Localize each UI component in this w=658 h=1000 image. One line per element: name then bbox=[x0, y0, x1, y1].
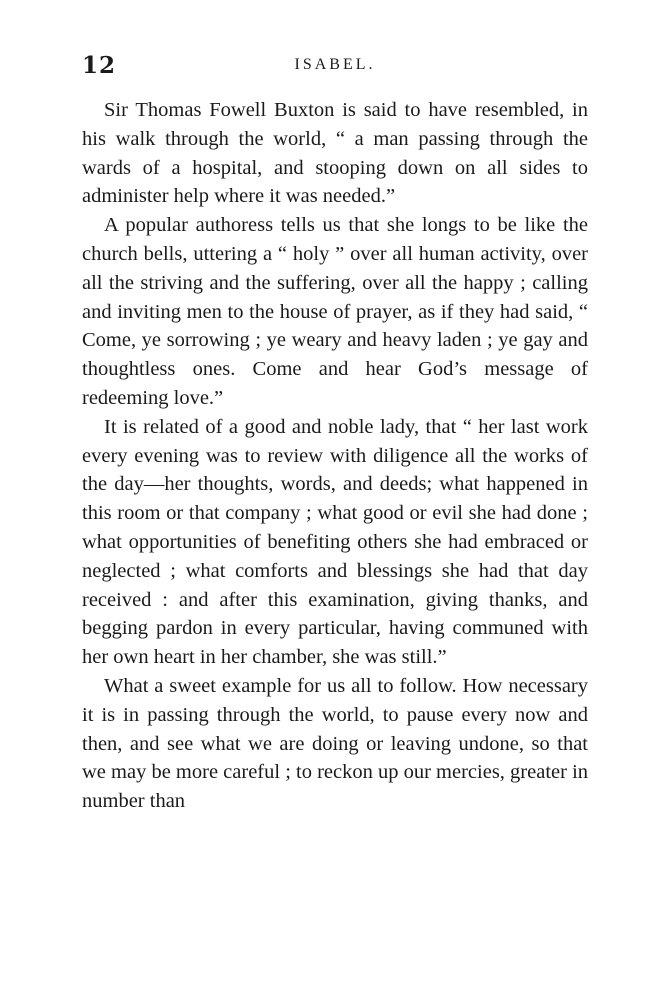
page-number: 12 bbox=[82, 52, 117, 79]
page-header bbox=[82, 52, 588, 90]
paragraph-sweet-example: What a sweet example for us all to follow. How necessary it is in passing through the world, to pause every now and then, and see what we are doing or leaving undone, so that we may be more careful ; to reckon up our mercies, greater in number than bbox=[82, 674, 589, 813]
paragraph-church-bells: A popular authoress tells us that she longs to be like the church bells, uttering a “ holy ” over all human activity, over all the striving and the suffering, over all the happy ; calling and inviting men to the house of prayer, as if they had said, “ Come, ye sorrowing ; ye weary and heavy laden ; ye gay and thoughtless ones. Come and hear God’s message of redeeming love.” bbox=[82, 214, 588, 409]
paragraph-buxton: Sir Thomas Fowell Buxton is said to have resembled, in his walk through the world, “ a man passing through the wards of a hospital, and stooping down on all sides to administer help where it was needed.” bbox=[82, 99, 588, 208]
body-text bbox=[82, 96, 588, 816]
paragraph-noble-lady: It is related of a good and noble lady, that “ her last work every evening was to review with diligence all the works of the day—her thoughts, words, and deeds; what happened in this room or that company ; what good or evil she had done ; what opportunities of benefiting others she had embraced or neglected ; what comforts and blessings she had that day received : and after this examination, giving thanks, and begging pardon in every particular, having communed with her own heart in her chamber, she was still.” bbox=[82, 415, 588, 669]
running-title: ISABEL. bbox=[294, 56, 376, 73]
